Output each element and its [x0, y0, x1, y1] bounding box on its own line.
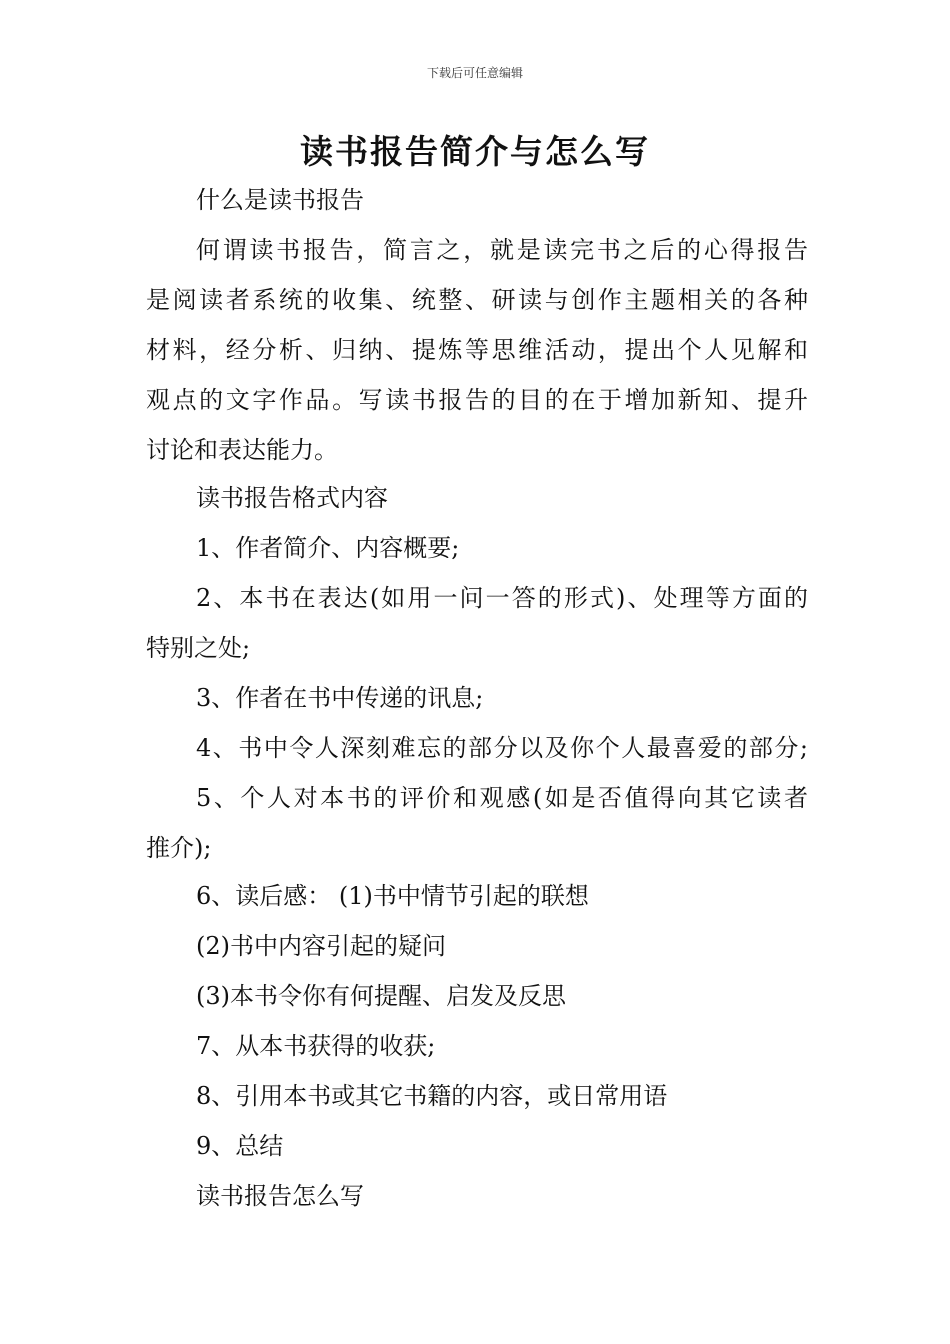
list-item: 1、作者简介、内容概要;: [196, 534, 460, 562]
page-header-note: 下载后可任意编辑: [426, 66, 523, 80]
list-subitem: (2)书中内容引起的疑问: [196, 932, 446, 960]
paragraph-line: 讨论和表达能力。: [146, 436, 338, 464]
list-item-continuation: 特别之处;: [146, 634, 251, 662]
paragraph-line: 观点的文字作品。写读书报告的目的在于增加新知、提升: [146, 386, 808, 414]
list-subitem: (3)本书令你有何提醒、启发及反思: [196, 982, 566, 1010]
list-item: 7、从本书获得的收获;: [196, 1032, 436, 1060]
list-item: 4、书中令人深刻难忘的部分以及你个人最喜爱的部分;: [196, 734, 808, 762]
section-heading-format: 读书报告格式内容: [196, 484, 388, 512]
section-heading-what: 什么是读书报告: [196, 186, 364, 214]
list-item: 3、作者在书中传递的讯息;: [196, 684, 484, 712]
document-title: 读书报告简介与怎么写: [300, 132, 650, 171]
paragraph-line: 是阅读者系统的收集、统整、研读与创作主题相关的各种: [146, 286, 808, 314]
list-item-continuation: 推介);: [146, 834, 212, 862]
section-heading-how: 读书报告怎么写: [196, 1182, 364, 1210]
paragraph-line: 材料，经分析、归纳、提炼等思维活动，提出个人见解和: [146, 336, 808, 364]
list-item: 8、引用本书或其它书籍的内容，或日常用语: [196, 1082, 668, 1110]
list-item: 2、本书在表达(如用一问一答的形式)、处理等方面的: [196, 584, 808, 612]
list-item: 5、个人对本书的评价和观感(如是否值得向其它读者: [196, 784, 808, 812]
paragraph-line: 何谓读书报告，简言之，就是读完书之后的心得报告: [196, 236, 808, 264]
list-item: 6、读后感： (1)书中情节引起的联想: [196, 882, 589, 910]
list-item: 9、总结: [196, 1132, 284, 1160]
